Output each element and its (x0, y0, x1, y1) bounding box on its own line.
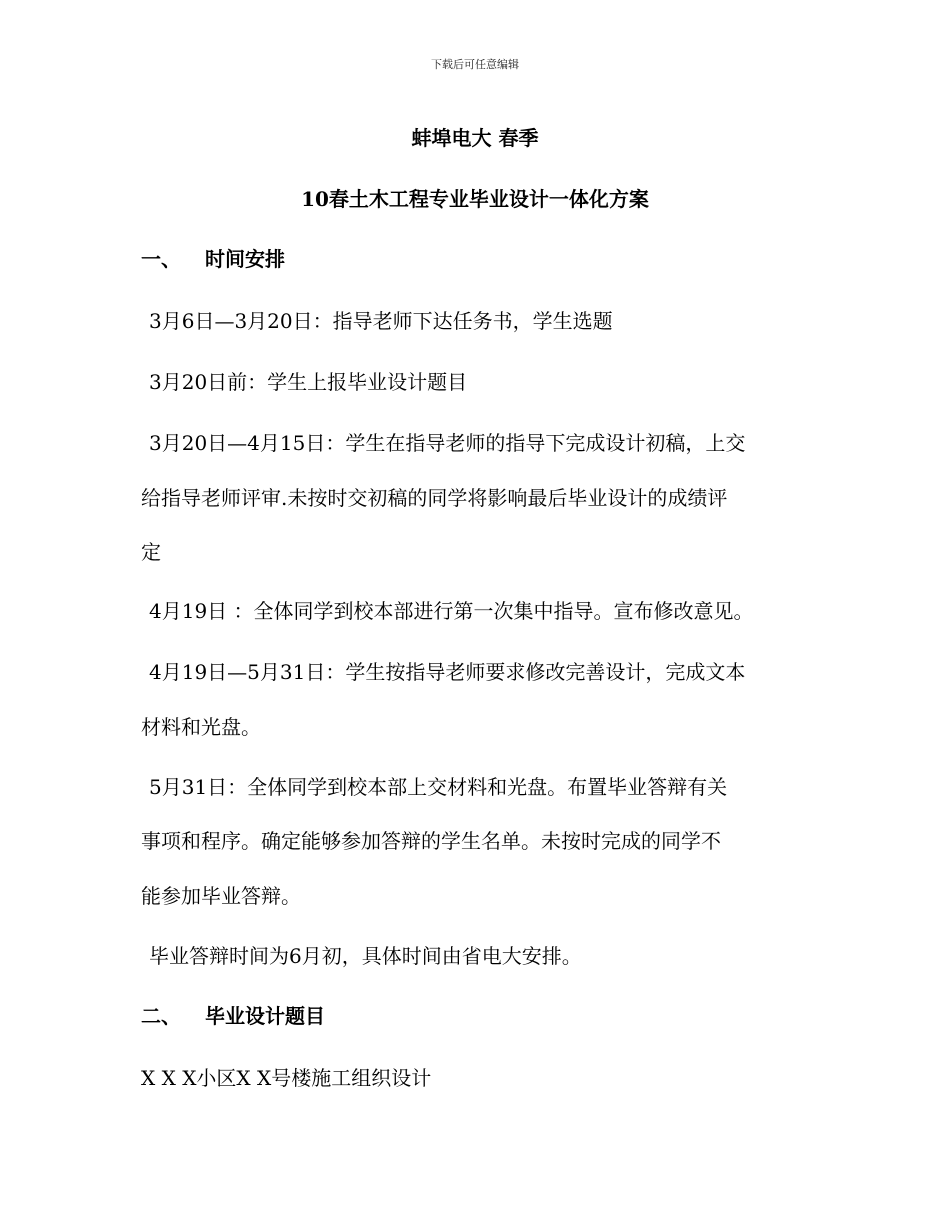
schedule-item-5-line-1: 4月19日—5月31日：学生按指导老师要求修改完善设计，完成文本 (149, 660, 746, 684)
design-topic: X X X小区X X号楼施工组织设计 (141, 1066, 432, 1090)
schedule-item-1: 3月6日—3月20日：指导老师下达任务书，学生选题 (149, 309, 613, 333)
section-heading-topic (141, 1000, 325, 1029)
schedule-item-3-line-3: 定 (141, 540, 161, 564)
schedule-item-2: 3月20日前：学生上报毕业设计题目 (149, 370, 468, 394)
schedule-item-7: 毕业答辩时间为6月初，具体时间由省电大安排。 (149, 944, 582, 968)
schedule-item-6-line-2: 事项和程序。确定能够参加答辩的学生名单。未按时完成的同学不 (141, 829, 721, 853)
document-title-line2: 10春土木工程专业毕业设计一体化方案 (301, 187, 649, 211)
schedule-item-5-line-2: 材料和光盘。 (141, 715, 261, 739)
schedule-item-6-line-3: 能参加毕业答辩。 (141, 884, 301, 908)
section-title: 时间安排 (205, 247, 285, 271)
section-number: 一、 (141, 247, 181, 271)
schedule-item-4: 4月19日 ：全体同学到校本部进行第一次集中指导。宣布修改意见。 (149, 599, 754, 623)
section-number: 二、 (141, 1004, 181, 1028)
schedule-item-3-line-1: 3月20日—4月15日：学生在指导老师的指导下完成设计初稿，上交 (149, 431, 746, 455)
document-title-line1: 蚌埠电大 春季 (411, 126, 539, 150)
schedule-item-3-line-2: 给指导老师评审.未按时交初稿的同学将影响最后毕业设计的成绩评 (141, 486, 728, 510)
header-note: 下载后可任意编辑 (431, 58, 519, 71)
schedule-item-6-line-1: 5月31日：全体同学到校本部上交材料和光盘。布置毕业答辩有关 (149, 775, 728, 799)
section-heading-schedule (141, 243, 285, 272)
section-title: 毕业设计题目 (205, 1004, 325, 1028)
